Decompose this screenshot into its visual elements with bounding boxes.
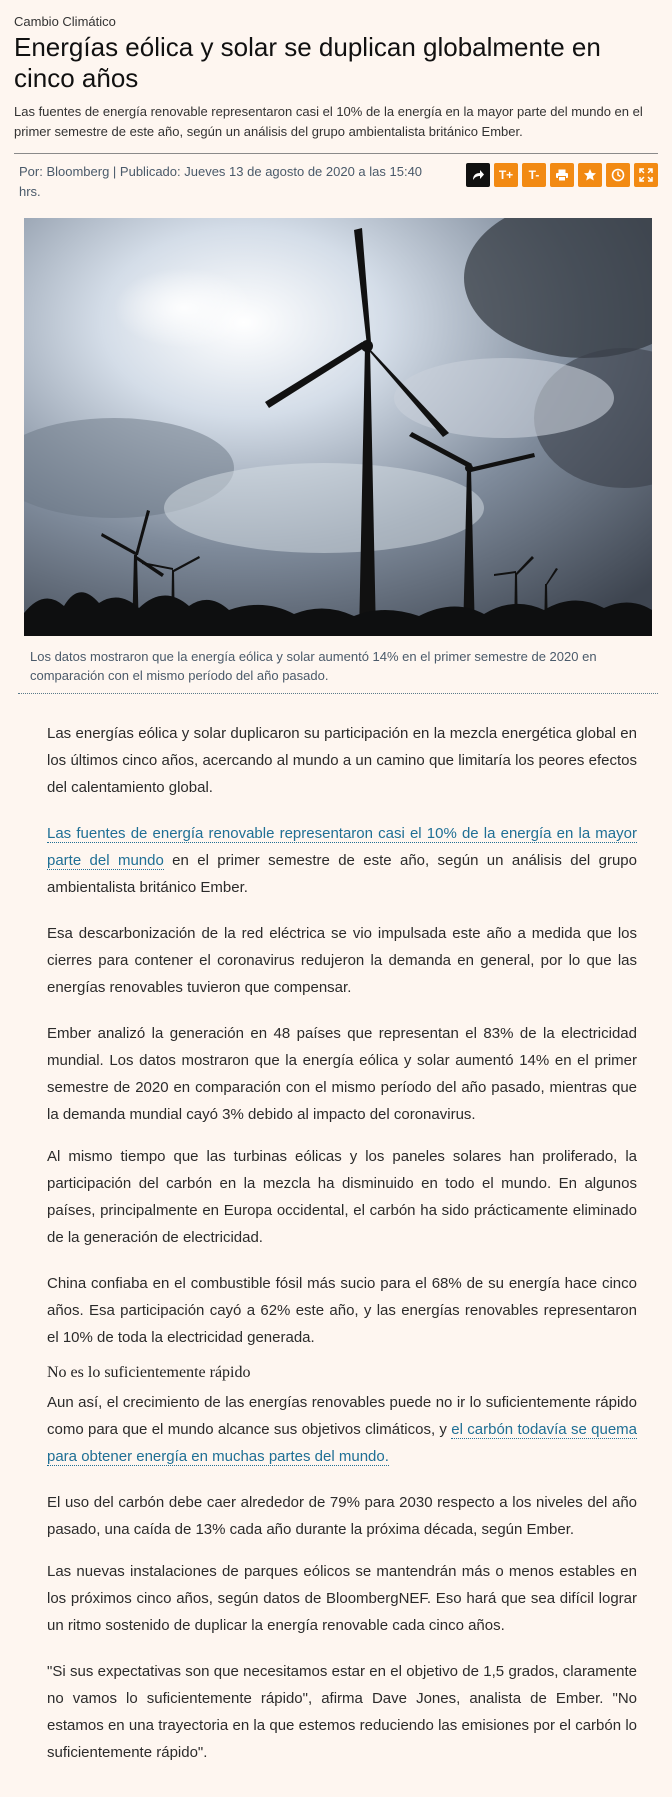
paragraph-2 [47, 820, 637, 901]
paragraph-2-text: en el primer semestre de este año, según un análisis del grupo ambientalista británico Ember. [47, 852, 637, 896]
article-summary: Las fuentes de energía renovable representaron casi el 10% de la energía en la mayor parte del mundo en el primer semestre de este año, según un análisis del grupo ambientalista británico Ember. [14, 104, 643, 139]
byline: Por: Bloomberg | Publicado: Jueves 13 de agosto de 2020 a las 15:40 hrs. [19, 164, 423, 199]
meta-bar [14, 153, 658, 205]
paragraph-7 [47, 1389, 637, 1470]
clock-icon[interactable] [606, 163, 630, 187]
wind-turbines-photo [24, 218, 652, 636]
divider [18, 693, 658, 694]
paragraph-1: Las energías eólica y solar duplicaron su participación en la mezcla energética global en los últimos cinco años, acercando al mundo a un camino que limitaría los peores efectos del calentamiento global. [47, 725, 637, 796]
figure-caption: Los datos mostraron que la energía eólica y solar aumentó 14% en el primer semestre de 2020 en comparación con el mismo período del año pasado. [30, 649, 597, 683]
paragraph-6: China confiaba en el combustible fósil más sucio para el 68% de su energía hace cinco años. Esa participación cayó a 62% este año, y las energías renovables representaron el 10% de toda la electricidad generada. [47, 1275, 637, 1346]
article-title: Energías eólica y solar se duplican globalmente en cinco años [14, 32, 601, 93]
paragraph-7-text: Aun así, el crecimiento de las energías renovables puede no ir lo suficientemente rápido como para que el mundo alcance sus objetivos climáticos, y [47, 1394, 637, 1438]
article-header [0, 0, 672, 142]
renewables-link[interactable]: Las fuentes de energía renovable representaron casi el 10% de la energía en la mayor parte del mundo [47, 825, 637, 869]
paragraph-5: Al mismo tiempo que las turbinas eólicas y los paneles solares han proliferado, la participación del carbón en la mezcla ha disminuido en todo el mundo. En algunos países, principalmente en Europa occidental, el carbón ha sido prácticamente eliminado de la generación de electricidad. [47, 1148, 637, 1246]
expand-icon[interactable] [634, 163, 658, 187]
article-tools [466, 162, 658, 187]
paragraph-8: El uso del carbón debe caer alrededor de 79% para 2030 respecto a los niveles del año pasado, una caída de 13% cada año durante la próxima década, según Ember. [47, 1494, 637, 1538]
share-arrow-icon[interactable] [466, 163, 490, 187]
star-icon[interactable] [578, 163, 602, 187]
paragraph-4: Ember analizó la generación en 48 países que representan el 83% de la electricidad mundial. Los datos mostraron que la energía eólica y solar aumentó 14% en el primer semestre de 2020 en comparación con el mismo período del año pasado, mientras que la demanda mundial cayó 3% debido al impacto del coronavirus. [47, 1025, 637, 1123]
text-smaller-button[interactable]: T- [522, 163, 546, 187]
paragraph-3: Esa descarbonización de la red eléctrica se vio impulsada este año a medida que los cierres para contener el coronavirus redujeron la demanda en general, por lo que las energías renovables tuvieron que compensar. [47, 925, 637, 996]
coal-link[interactable]: el carbón todavía se quema para obtener energía en muchas partes del mundo. [47, 1421, 638, 1465]
subheading: No es lo suficientemente rápido [47, 1364, 251, 1381]
text-bigger-button[interactable]: T+ [494, 163, 518, 187]
print-icon[interactable] [550, 163, 574, 187]
article-figure [24, 218, 652, 685]
article-body [0, 720, 672, 1766]
paragraph-10: "Si sus expectativas son que necesitamos estar en el objetivo de 1,5 grados, claramente no vamos lo suficientemente rápido", afirma Dave Jones, analista de Ember. "No estamos en una trayectoria en la que estemos reduciendo las emisiones por el carbón lo suficientemente rápido". [47, 1663, 637, 1761]
section-label[interactable]: Cambio Climático [14, 14, 116, 29]
paragraph-9: Las nuevas instalaciones de parques eólicos se mantendrán más o menos estables en los próximos cinco años, según datos de BloombergNEF. Eso hará que sea difícil lograr un ritmo sostenido de duplicar la energía renovable cada cinco años. [47, 1563, 637, 1634]
